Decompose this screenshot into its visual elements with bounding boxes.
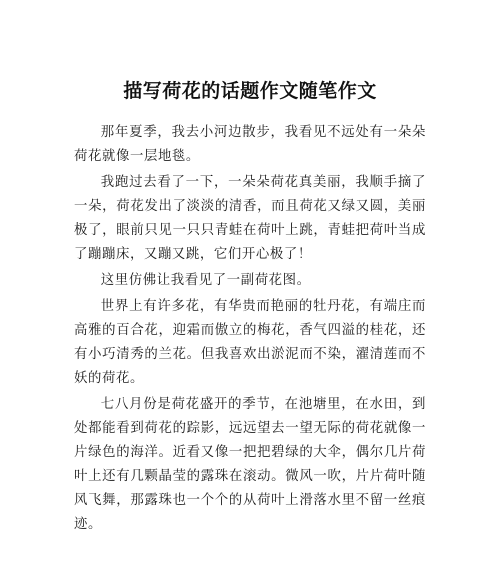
paragraph-1: 那年夏季，我去小河边散步，我看见不远处有一朵朵荷花就像一层地毯。 xyxy=(74,125,426,164)
paragraph-2: 我跑过去看了一下，一朵朵荷花真美丽，我顺手摘了一朵，荷花发出了淡淡的清香，而且荷花又绿又圆，美丽极了，眼前只见一只只青蛙在荷叶上跳，青蛙把荷叶当成了蹦蹦床，又蹦又跳，它们开心极了！ xyxy=(74,175,426,262)
document-body xyxy=(74,121,426,539)
paragraph-3: 这里仿佛让我看见了一副荷花图。 xyxy=(100,273,311,288)
paragraph-5: 七八月份是荷花盛开的季节，在池塘里，在水田，到处都能看到荷花的踪影，远远望去一望无际的荷花就像一片绿色的海洋。近看又像一把把碧绿的大伞，偶尔几片荷叶上还有几颗晶莹的露珠在滚动。微风一吹，片片荷叶随风飞舞，那露珠也一个个的从荷叶上滑落水里不留一丝痕迹。 xyxy=(74,397,426,532)
document-title: 描写荷花的话题作文随笔作文 xyxy=(123,80,377,102)
paragraph-4: 世界上有许多花，有华贵而艳丽的牡丹花，有端庄而高雅的百合花，迎霜而傲立的梅花，香气四溢的桂花，还有小巧清秀的兰花。但我喜欢出淤泥而不染，濯清莲而不妖的荷花。 xyxy=(74,299,426,386)
